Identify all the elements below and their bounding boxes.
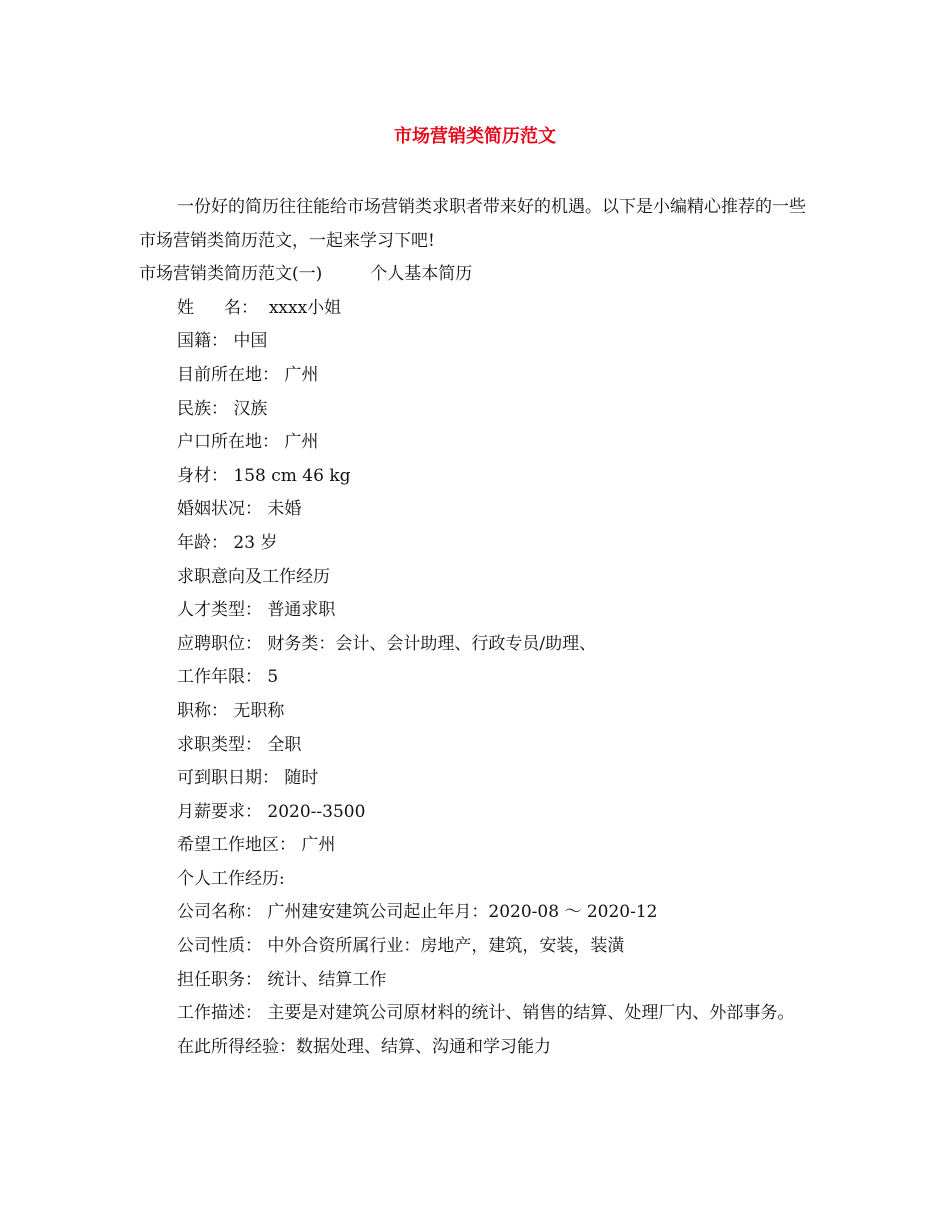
name-value: xxxx小姐 [268,297,342,318]
field-position: 应聘职位： 财务类：会计、会计助理、行政专员/助理、 [177,633,597,654]
field-region: 希望工作地区： 广州 [177,835,336,856]
field-company-nature: 公司性质： 中外合资所属行业：房地产，建筑，安装，装潢 [177,936,625,957]
field-nationality: 国籍： 中国 [177,331,268,352]
field-role: 担任职务： 统计、结算工作 [177,969,387,990]
field-name [139,292,815,326]
section-heading-line [139,258,815,292]
field-salary: 月薪要求： 2020--3500 [177,801,366,822]
field-description: 工作描述： 主要是对建筑公司原材料的统计、销售的结算、处理厂内、外部事务。 [177,1003,795,1024]
document-body [139,191,815,1064]
field-company: 公司名称： 广州建安建筑公司起止年月：2020-08 ～ 2020-12 [177,902,658,923]
field-job-title: 职称： 无职称 [177,700,285,721]
field-job-type: 求职类型： 全职 [177,734,302,755]
field-available-date: 可到职日期： 随时 [177,768,319,789]
field-marital-status: 婚姻状况： 未婚 [177,499,302,520]
intro-paragraph: 一份好的简历往往能给市场营销类求职者带来好的机遇。以下是小编精心推荐的一些市场营销类简历范文，一起来学习下吧! [139,197,806,251]
field-ethnicity: 民族： 汉族 [177,398,268,419]
name-label-part-1: 姓 [177,297,224,318]
name-label-part-2: 名： [224,297,258,318]
field-hukou: 户口所在地： 广州 [177,432,319,453]
field-experience-gained: 在此所得经验：数据处理、结算、沟通和学习能力 [177,1036,551,1057]
document-title: 市场营销类简历范文 [394,126,556,147]
experience-heading: 个人工作经历: [177,868,285,889]
intent-heading: 求职意向及工作经历 [177,566,330,587]
section-heading: 市场营销类简历范文(一) [139,264,323,285]
field-years: 工作年限： 5 [177,667,279,688]
field-talent-type: 人才类型： 普通求职 [177,600,336,621]
field-body-measurements: 身材： 158 cm 46 kg [177,465,351,486]
field-age: 年龄： 23 岁 [177,532,278,553]
section-subheading: 个人基本简历 [370,264,473,285]
field-current-location: 目前所在地： 广州 [177,364,319,385]
